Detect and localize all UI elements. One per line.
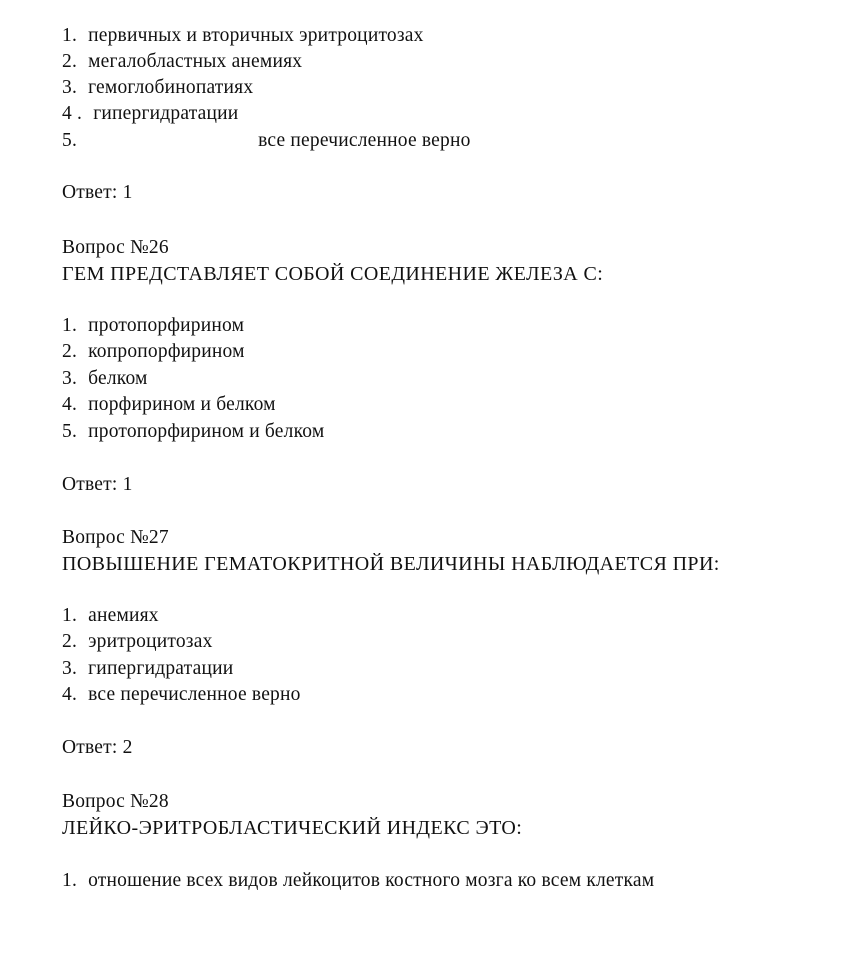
option-item: [62, 393, 276, 417]
option-number: 3.: [62, 368, 78, 389]
option-text: анемиях: [88, 605, 159, 626]
question-number: Вопрос №26: [62, 237, 169, 258]
option-number: 1.: [62, 870, 78, 891]
option-number: 3.: [62, 77, 78, 98]
question-text: ЛЕЙКО-ЭРИТРОБЛАСТИЧЕСКИЙ ИНДЕКС ЭТО:: [62, 817, 523, 839]
option-item: [62, 340, 245, 364]
option-text: копропорфирином: [88, 341, 245, 362]
option-text: порфирином и белком: [88, 394, 276, 415]
option-text: гипергидратации: [93, 103, 239, 124]
option-text: протопорфирином: [88, 315, 245, 336]
option-number: 1.: [62, 25, 78, 46]
option-text: все перечисленное верно: [258, 130, 471, 151]
option-text: мегалобластных анемиях: [88, 51, 303, 72]
answer-line: Ответ: 1: [62, 474, 133, 495]
option-item: [62, 683, 301, 707]
option-text: гипергидратации: [88, 658, 234, 679]
answer-line: Ответ: 1: [62, 182, 133, 203]
option-item: [62, 630, 213, 654]
option-number: 4 .: [62, 103, 83, 124]
option-text: эритроцитозах: [88, 631, 213, 652]
option-item: [62, 129, 471, 153]
question-text: ГЕМ ПРЕДСТАВЛЯЕТ СОБОЙ СОЕДИНЕНИЕ ЖЕЛЕЗА С:: [62, 263, 604, 285]
option-text: белком: [88, 368, 148, 389]
option-item: [62, 24, 424, 48]
option-item: [62, 869, 654, 893]
option-item: [62, 314, 244, 338]
option-number: 5.: [62, 421, 78, 442]
option-text: все перечисленное верно: [88, 684, 301, 705]
option-number: 2.: [62, 341, 78, 362]
option-item: [62, 50, 302, 74]
option-text: первичных и вторичных эритроцитозах: [88, 25, 424, 46]
question-text: ПОВЫШЕНИЕ ГЕМАТОКРИТНОЙ ВЕЛИЧИНЫ НАБЛЮДАЕТСЯ ПРИ:: [62, 553, 720, 575]
option-number: 3.: [62, 658, 78, 679]
option-number: 2.: [62, 51, 78, 72]
option-number: 1.: [62, 315, 78, 336]
answer-line: Ответ: 2: [62, 737, 133, 758]
option-text: отношение всех видов лейкоцитов костного мозга ко всем клеткам: [88, 870, 655, 891]
option-item: [62, 604, 159, 628]
option-number: 4.: [62, 394, 78, 415]
option-text: гемоглобинопатиях: [88, 77, 254, 98]
option-number: 4.: [62, 684, 78, 705]
option-number: 1.: [62, 605, 78, 626]
option-number: 2.: [62, 631, 78, 652]
question-number: Вопрос №27: [62, 527, 169, 548]
option-item: [62, 420, 324, 444]
option-item: [62, 367, 148, 391]
question-number: Вопрос №28: [62, 791, 169, 812]
option-item: [62, 76, 253, 100]
option-item: [62, 102, 238, 126]
option-number: 5.: [62, 130, 78, 151]
option-text: протопорфирином и белком: [88, 421, 325, 442]
option-item: [62, 657, 233, 681]
